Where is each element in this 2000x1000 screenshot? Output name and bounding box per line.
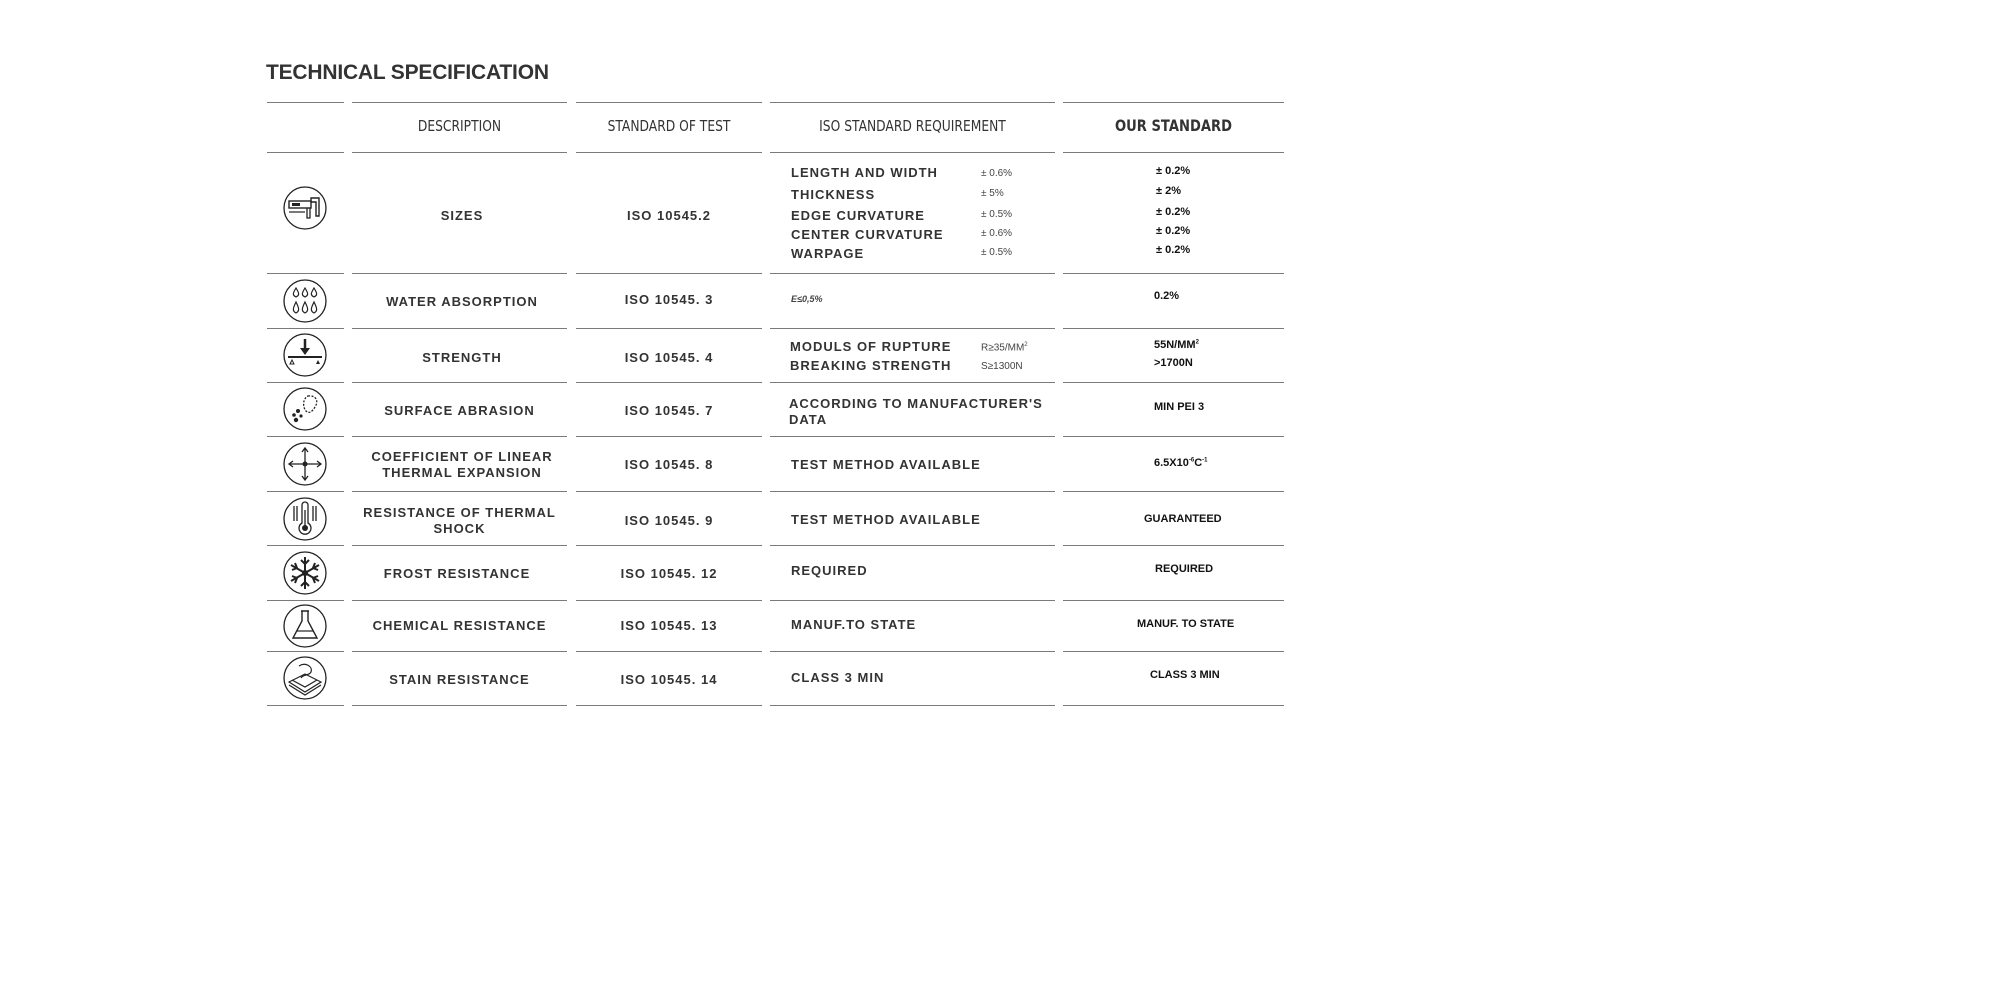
req-tolerance: ± 0.5% [981,247,1013,258]
table-divider [576,600,762,601]
ours-thermal-shock: GUARANTEED [1144,513,1222,525]
table-divider [267,328,344,329]
table-divider [267,705,344,706]
table-divider [576,545,762,546]
desc-surface-abrasion: SURFACE ABRASION [384,403,535,418]
std-frost-resistance: ISO 10545. 12 [620,566,718,581]
ours-value: ± 0.2% [1156,165,1191,177]
table-divider [770,651,1055,652]
table-divider [267,600,344,601]
desc-strength: STRENGTH [422,350,502,365]
superscript: 2 [1024,342,1028,348]
req-tolerance-value: R≥35/MM [981,342,1025,354]
table-divider [352,273,567,274]
req-tolerance: ± 0.5% [981,209,1013,220]
req-frost-resistance: REQUIRED [791,563,868,578]
std-chemical-resistance: ISO 10545. 13 [620,618,718,633]
req-thermal-expansion: TEST METHOD AVAILABLE [791,457,981,472]
footprint-icon [283,387,327,431]
load-press-icon [283,333,327,377]
table-divider [267,102,344,103]
desc-line: COEFFICIENT OF LINEAR [371,449,553,464]
req-surface-abrasion: ACCORDING TO MANUFACTURER'S DATA [789,396,1043,427]
page-title: TECHNICAL SPECIFICATION [266,61,549,84]
table-divider [352,705,567,706]
table-divider [1063,273,1284,274]
ours-text: C [1194,457,1203,469]
table-divider [770,705,1055,706]
ours-text: 6.5X10 [1154,457,1189,469]
table-divider [267,651,344,652]
table-divider [352,152,567,153]
std-surface-abrasion: ISO 10545. 7 [624,403,714,418]
table-divider [770,328,1055,329]
table-divider [352,436,567,437]
table-divider [1063,705,1284,706]
desc-sizes: SIZES [440,208,484,223]
superscript: 2 [1195,339,1199,346]
table-divider [770,545,1055,546]
header-description: DESCRIPTION [417,117,502,135]
desc-thermal-shock [352,505,567,537]
desc-line: RESISTANCE OF THERMAL [363,505,556,520]
req-tolerance: S≥1300N [981,361,1023,372]
table-divider [576,382,762,383]
table-divider [1063,651,1284,652]
table-divider [770,600,1055,601]
std-water-absorption: ISO 10545. 3 [624,292,714,307]
table-divider [770,382,1055,383]
ours-value [1154,339,1199,351]
desc-water-absorption: WATER ABSORPTION [386,294,538,309]
superscript: -6 [1188,457,1195,464]
desc-chemical-resistance: CHEMICAL RESISTANCE [372,618,547,633]
req-label: WARPAGE [791,246,865,261]
ours-text: 55N/MM [1154,339,1196,351]
table-divider [770,102,1055,103]
table-divider [576,705,762,706]
table-divider [770,436,1055,437]
table-divider [770,491,1055,492]
table-divider [576,102,762,103]
ours-thermal-expansion [1154,457,1208,469]
table-divider [267,491,344,492]
ours-surface-abrasion: MIN PEI 3 [1154,401,1205,413]
caliper-icon [283,186,327,230]
table-divider [352,328,567,329]
water-drops-icon [283,279,327,323]
table-divider [352,545,567,546]
table-divider [1063,545,1284,546]
table-divider [267,382,344,383]
header-iso-requirement: ISO STANDARD REQUIREMENT [819,117,1006,135]
req-stain-resistance: CLASS 3 MIN [791,670,885,685]
table-divider [1063,600,1284,601]
table-divider [267,273,344,274]
desc-line: THERMAL EXPANSION [382,465,542,480]
table-divider [352,491,567,492]
ours-value: ± 2% [1156,185,1181,197]
std-strength: ISO 10545. 4 [624,350,714,365]
table-divider [576,328,762,329]
superscript: -1 [1202,457,1208,464]
std-sizes: ISO 10545.2 [627,208,711,223]
req-tolerance: ± 0.6% [981,168,1013,179]
expansion-arrows-icon [283,442,327,486]
req-label: THICKNESS [791,187,876,202]
req-tolerance [981,342,1028,353]
ours-frost-resistance: REQUIRED [1155,563,1214,575]
std-thermal-expansion: ISO 10545. 8 [624,457,714,472]
table-divider [267,545,344,546]
table-divider [770,273,1055,274]
desc-thermal-expansion [352,449,572,481]
stain-tile-icon [283,656,327,700]
table-divider [576,273,762,274]
table-divider [1063,152,1284,153]
req-water-absorption: E≤0,5% [791,294,823,304]
ours-value: ± 0.2% [1156,225,1191,237]
table-divider [352,651,567,652]
ours-value: ± 0.2% [1156,206,1191,218]
table-divider [352,600,567,601]
header-standard-of-test: STANDARD OF TEST [607,117,731,135]
ours-stain-resistance: CLASS 3 MIN [1150,669,1220,681]
table-divider [1063,382,1284,383]
table-divider [352,102,567,103]
table-divider [576,152,762,153]
req-thermal-shock: TEST METHOD AVAILABLE [791,512,981,527]
flask-icon [283,604,327,648]
req-label: MODULS OF RUPTURE [790,339,952,354]
table-divider [1063,491,1284,492]
table-divider [576,436,762,437]
std-stain-resistance: ISO 10545. 14 [620,672,718,687]
table-divider [576,651,762,652]
table-divider [770,152,1055,153]
table-divider [1063,328,1284,329]
table-divider [267,436,344,437]
desc-line: SHOCK [433,521,486,536]
ours-water-absorption: 0.2% [1154,290,1180,302]
req-chemical-resistance: MANUF.TO STATE [791,617,917,632]
table-divider [267,152,344,153]
desc-stain-resistance: STAIN RESISTANCE [389,672,530,687]
req-label: LENGTH AND WIDTH [791,165,938,180]
req-tolerance: ± 5% [981,188,1004,199]
req-label: EDGE CURVATURE [791,208,925,223]
snowflake-icon [283,551,327,595]
std-thermal-shock: ISO 10545. 9 [624,513,714,528]
req-tolerance: ± 0.6% [981,228,1013,239]
ours-value: >1700N [1154,357,1193,369]
table-divider [1063,102,1284,103]
desc-frost-resistance: FROST RESISTANCE [383,566,531,581]
req-label: CENTER CURVATURE [791,227,944,242]
ours-value: ± 0.2% [1156,244,1191,256]
req-label: BREAKING STRENGTH [790,358,952,373]
thermometer-icon [283,497,327,541]
header-our-standard: OUR STANDARD [1114,116,1233,135]
table-divider [576,491,762,492]
table-divider [352,382,567,383]
ours-chemical-resistance: MANUF. TO STATE [1137,618,1235,630]
table-divider [1063,436,1284,437]
